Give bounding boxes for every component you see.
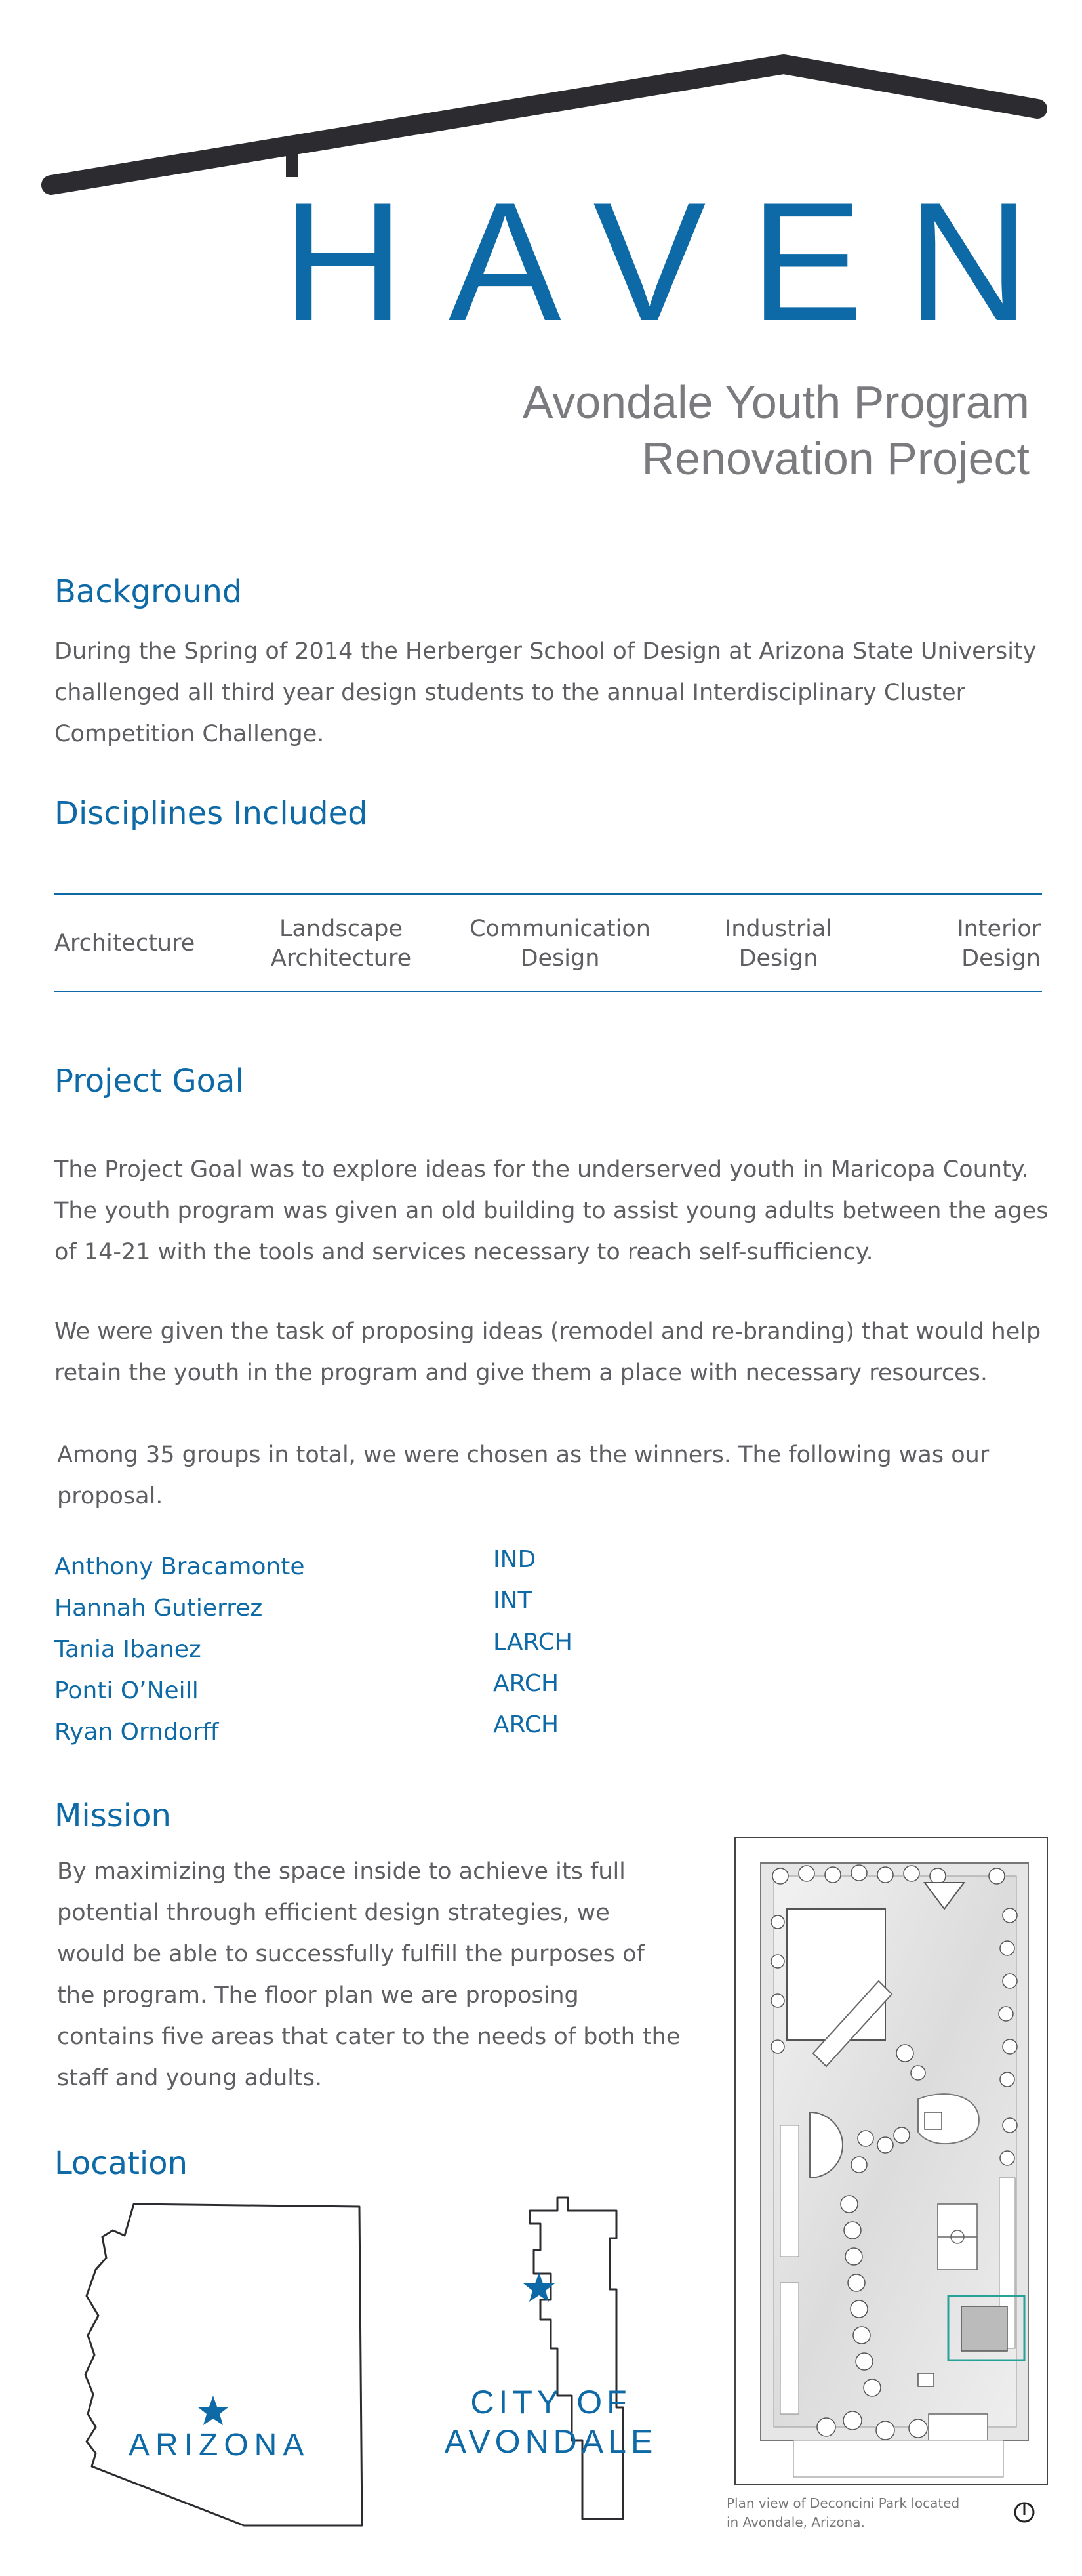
discipline-line: Architecture: [270, 945, 412, 971]
mission-heading: Mission: [54, 1797, 171, 1834]
haven-logo: [0, 0, 1082, 341]
text-line: potential through efficient design strategies, we: [57, 1900, 610, 1926]
background-heading: Background: [54, 573, 243, 610]
text-line: The youth program was given an old building to assist young adults between the ages: [54, 1198, 1049, 1224]
team-member-name: Anthony Bracamonte: [54, 1553, 305, 1580]
location-heading: Location: [54, 2145, 188, 2182]
text-line: of 14-21 with the tools and services necessary to reach self-sufficiency.: [54, 1239, 873, 1265]
north-arrow-icon: [1012, 2501, 1036, 2524]
avondale-label: [426, 2382, 675, 2461]
divider-top: [54, 893, 1042, 895]
team-disciplines: [493, 1539, 572, 1746]
mission-paragraph: [57, 1851, 713, 2099]
team-member-discipline: IND: [493, 1546, 536, 1573]
text-line: retain the youth in the program and give them a place with necessary resources.: [54, 1360, 988, 1386]
discipline-line: Industrial: [724, 916, 833, 942]
arizona-label: ARIZONA: [129, 2428, 310, 2463]
text-line: The Project Goal was to explore ideas for the underserved youth in Maricopa County.: [54, 1156, 1029, 1183]
discipline-interior-design: [957, 914, 1041, 973]
text-line: challenged all third year design students to the annual Interdisciplinary Cluster: [54, 680, 966, 706]
discipline-line: Design: [738, 945, 818, 971]
team-member-name: Tania Ibanez: [54, 1636, 201, 1663]
text-line: During the Spring of 2014 the Herberger School of Design at Arizona State University: [54, 638, 1037, 664]
team-member-discipline: ARCH: [493, 1670, 559, 1697]
team-member-name: Ponti O’Neill: [54, 1677, 199, 1704]
caption-line: Plan view of Deconcini Park located: [727, 2495, 960, 2511]
discipline-industrial-design: [725, 914, 832, 973]
text-line: staff and young adults.: [57, 2065, 323, 2091]
discipline-line: Landscape: [279, 916, 403, 942]
team-member-name: Ryan Orndorff: [54, 1719, 219, 1746]
text-line: Among 35 groups in total, we were chosen as the winners. The following was our: [57, 1442, 990, 1468]
discipline-line: Communication: [470, 916, 651, 942]
goal-paragraph-3: [57, 1435, 1067, 1517]
goal-paragraph-2: [54, 1311, 1064, 1394]
discipline-line: Interior: [957, 916, 1041, 942]
team-member-name: Hannah Gutierrez: [54, 1595, 263, 1622]
discipline-landscape-architecture: [271, 914, 411, 973]
caption-line: in Avondale, Arizona.: [727, 2514, 865, 2530]
text-line: By maximizing the space inside to achieve its full: [57, 1858, 626, 1885]
text-line: the program. The floor plan we are proposing: [57, 1982, 579, 2009]
discipline-line: Design: [961, 945, 1041, 971]
text-line: would be able to successfully fulfill the purposes of: [57, 1941, 645, 1967]
text-line: contains five areas that cater to the needs of both the: [57, 2024, 681, 2050]
background-paragraph: [54, 631, 1064, 755]
discipline-line: Architecture: [54, 930, 195, 956]
disciplines-heading: Disciplines Included: [54, 795, 368, 832]
subtitle-line: Avondale Youth Program: [522, 377, 1030, 428]
avondale-outline: [530, 2198, 623, 2519]
team-names: [54, 1546, 305, 1753]
arizona-outline: [85, 2204, 362, 2525]
avondale-label-line: CITY OF: [470, 2384, 631, 2421]
goal-paragraph-1: [54, 1149, 1064, 1273]
arizona-map: [79, 2198, 367, 2532]
text-line: proposal.: [57, 1483, 163, 1509]
plan-caption: [727, 2494, 959, 2532]
text-line: Competition Challenge.: [54, 721, 325, 747]
team-member-discipline: INT: [493, 1587, 532, 1614]
project-goal-heading: Project Goal: [54, 1063, 244, 1099]
brand-wordmark: HAVEN: [282, 167, 1030, 341]
team-member-discipline: ARCH: [493, 1711, 559, 1738]
park-plan-image: [734, 1837, 1049, 2486]
divider-bottom: [54, 991, 1042, 992]
subtitle-line: Renovation Project: [641, 433, 1030, 484]
star-icon: [197, 2396, 229, 2425]
avondale-map: [511, 2191, 630, 2532]
page-subtitle: [523, 374, 1030, 487]
discipline-architecture: [54, 929, 195, 958]
text-line: We were given the task of proposing ideas (remodel and re-branding) that would help: [54, 1319, 1041, 1345]
discipline-line: Design: [520, 945, 600, 971]
discipline-communication-design: [470, 914, 651, 973]
avondale-label-line: AVONDALE: [444, 2423, 658, 2460]
team-member-discipline: LARCH: [493, 1629, 572, 1656]
